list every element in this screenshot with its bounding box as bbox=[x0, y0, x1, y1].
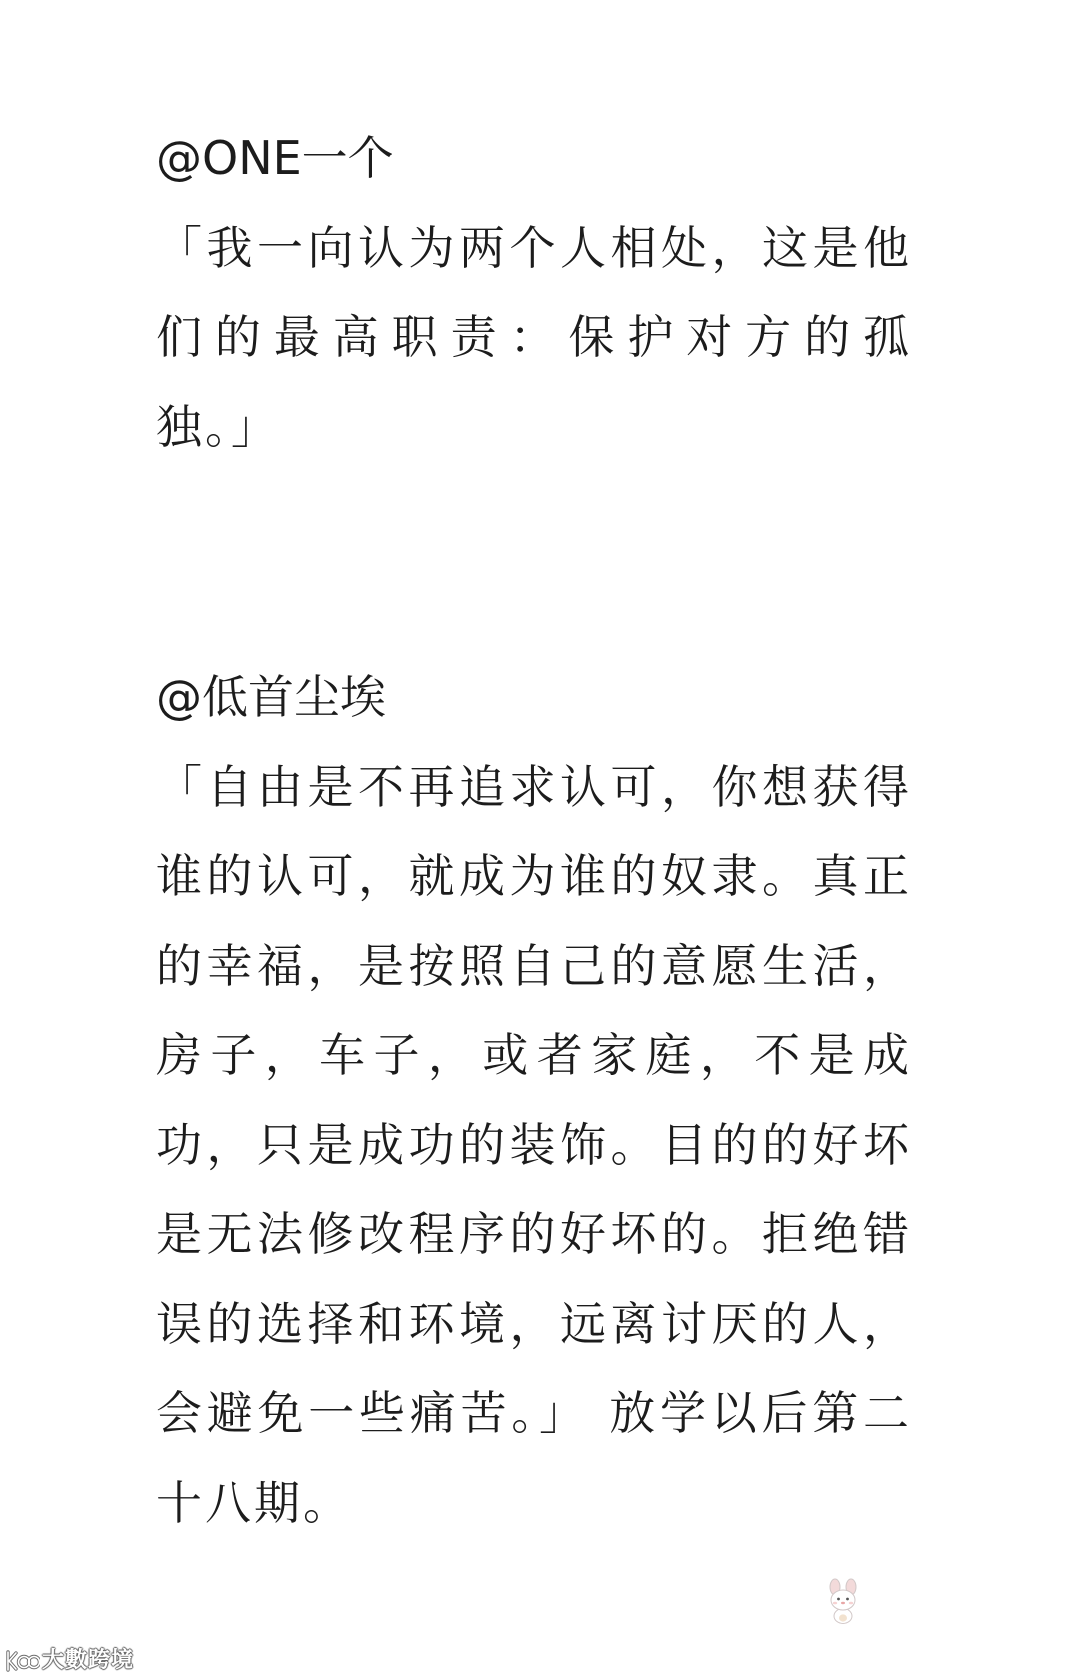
quote-line: 会避免一些痛苦。」 放学以后第二 bbox=[156, 1386, 909, 1440]
post-author: @低首尘埃 bbox=[156, 670, 386, 724]
quote-line: 谁的认可，就成为谁的奴隶。真正 bbox=[156, 849, 909, 903]
watermark bbox=[4, 1648, 134, 1674]
quote-post bbox=[156, 653, 909, 1548]
bunny-sticker-icon bbox=[826, 1578, 860, 1624]
quote-line: 独。」 bbox=[156, 399, 280, 454]
quote-line: 误的选择和环境，远离讨厌的人， bbox=[156, 1296, 909, 1351]
watermark-text: 大數跨境 bbox=[42, 1648, 135, 1673]
quote-line: 「自由是不再追求认可，你想获得 bbox=[156, 759, 909, 814]
quote-line: 的幸福，是按照自己的意愿生活， bbox=[156, 938, 909, 993]
quote-post bbox=[156, 114, 909, 472]
quote-line: 「我一向认为两个人相处，这是他 bbox=[156, 220, 909, 275]
quote-line: 是无法修改程序的好坏的。拒绝错 bbox=[156, 1207, 909, 1261]
quote-line: 房子，车子，或者家庭，不是成 bbox=[156, 1028, 909, 1082]
post-author: @ONE一个 bbox=[156, 131, 394, 185]
brand-logo-icon bbox=[4, 1649, 40, 1673]
quote-line: 十八期。 bbox=[156, 1475, 352, 1530]
quote-line: 功，只是成功的装饰。目的的好坏 bbox=[156, 1117, 909, 1172]
quote-line: 们的最高职责：保护对方的孤 bbox=[156, 310, 909, 364]
